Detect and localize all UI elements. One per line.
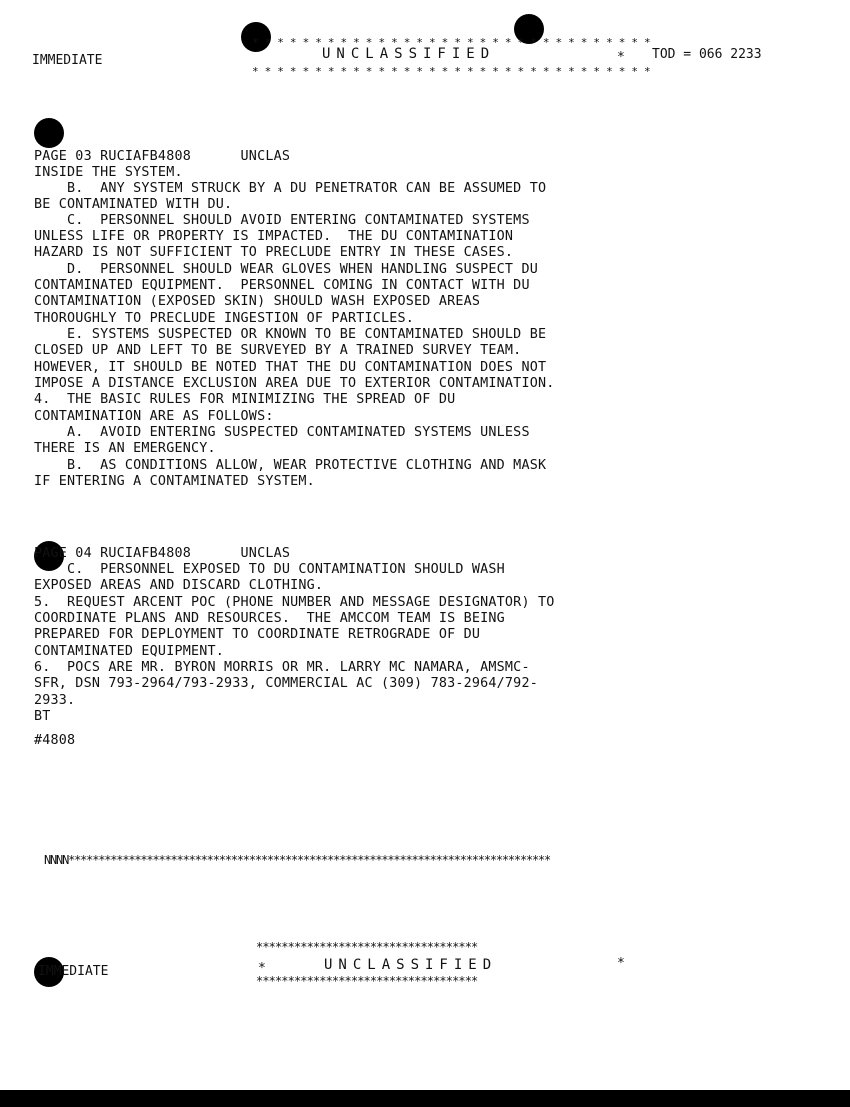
scan-bottom-edge [0, 1090, 850, 1107]
text-line: UNLESS LIFE OR PROPERTY IS IMPACTED. THE DU CONTAMINATION [34, 229, 514, 244]
header-tod: TOD = 066 2233 [652, 47, 762, 62]
text-line: CONTAMINATION ARE AS FOLLOWS: [34, 409, 274, 424]
footer-side-star-right: * [617, 956, 625, 971]
text-line: E. SYSTEMS SUSPECTED OR KNOWN TO BE CONTAMINATED SHOULD BE [34, 327, 547, 342]
text-line: 4. THE BASIC RULES FOR MINIMIZING THE SPREAD OF DU [34, 392, 456, 407]
text-line: HAZARD IS NOT SUFFICIENT TO PRECLUDE ENTRY IN THESE CASES. [34, 245, 514, 260]
footer-stars-top: *********************************** [256, 940, 478, 954]
text-line: COORDINATE PLANS AND RESOURCES. THE AMCCOM TEAM IS BEING [34, 611, 505, 626]
text-line: CLOSED UP AND LEFT TO BE SURVEYED BY A TRAINED SURVEY TEAM. [34, 343, 522, 358]
text-line: PREPARED FOR DEPLOYMENT TO COORDINATE RETROGRADE OF DU [34, 627, 481, 642]
footer-classification: UNCLASSIFIED [324, 957, 498, 973]
text-line: HOWEVER, IT SHOULD BE NOTED THAT THE DU CONTAMINATION DOES NOT [34, 360, 547, 375]
text-line: 5. REQUEST ARCENT POC (PHONE NUMBER AND MESSAGE DESIGNATOR) TO [34, 595, 555, 610]
text-line: IMPOSE A DISTANCE EXCLUSION AREA DUE TO EXTERIOR CONTAMINATION. [34, 376, 555, 391]
text-line: CONTAMINATION (EXPOSED SKIN) SHOULD WASH EXPOSED AREAS [34, 294, 481, 309]
end-of-message-line: NNNN******************************************************************************** [44, 853, 551, 867]
header-classification: UNCLASSIFIED [322, 46, 496, 62]
text-line: #4808 [34, 733, 76, 748]
punch-hole-left-upper [34, 118, 64, 148]
text-line: EXPOSED AREAS AND DISCARD CLOTHING. [34, 578, 324, 593]
text-line: B. ANY SYSTEM STRUCK BY A DU PENETRATOR CAN BE ASSUMED TO [34, 181, 547, 196]
header-priority: IMMEDIATE [32, 53, 103, 68]
text-line: BT [34, 709, 51, 724]
text-line: THERE IS AN EMERGENCY. [34, 441, 216, 456]
footer-stars-bottom: *********************************** [256, 974, 478, 988]
text-line: IF ENTERING A CONTAMINATED SYSTEM. [34, 474, 315, 489]
header-stars-top: * * * * * * * * * * * * * * * * * * * * * * * * * * * * * * * * [252, 36, 651, 49]
text-line: THOROUGHLY TO PRECLUDE INGESTION OF PARTICLES. [34, 311, 415, 326]
text-line: PAGE 03 RUCIAFB4808 UNCLAS [34, 149, 291, 164]
text-line: C. PERSONNEL EXPOSED TO DU CONTAMINATION SHOULD WASH [34, 562, 505, 577]
text-line: INSIDE THE SYSTEM. [34, 165, 183, 180]
footer-priority: IMMEDIATE [38, 964, 109, 979]
header-stars-bottom: * * * * * * * * * * * * * * * * * * * * * * * * * * * * * * * * [252, 65, 651, 78]
text-line: CONTAMINATED EQUIPMENT. [34, 644, 225, 659]
text-line: SFR, DSN 793-2964/793-2933, COMMERCIAL AC (309) 783-2964/792- [34, 676, 538, 691]
text-line: D. PERSONNEL SHOULD WEAR GLOVES WHEN HANDLING SUSPECT DU [34, 262, 538, 277]
text-line: A. AVOID ENTERING SUSPECTED CONTAMINATED SYSTEMS UNLESS [34, 425, 530, 440]
text-line: C. PERSONNEL SHOULD AVOID ENTERING CONTAMINATED SYSTEMS [34, 213, 530, 228]
text-line: 6. POCS ARE MR. BYRON MORRIS OR MR. LARRY MC NAMARA, AMSMC- [34, 660, 530, 675]
text-line: B. AS CONDITIONS ALLOW, WEAR PROTECTIVE CLOTHING AND MASK [34, 458, 547, 473]
header-side-star: * [617, 50, 625, 65]
text-line: CONTAMINATED EQUIPMENT. PERSONNEL COMING IN CONTACT WITH DU [34, 278, 530, 293]
text-line: PAGE 04 RUCIAFB4808 UNCLAS [34, 546, 291, 561]
text-line: BE CONTAMINATED WITH DU. [34, 197, 233, 212]
footer-side-star-left: * [258, 961, 266, 976]
text-line: 2933. [34, 693, 76, 708]
